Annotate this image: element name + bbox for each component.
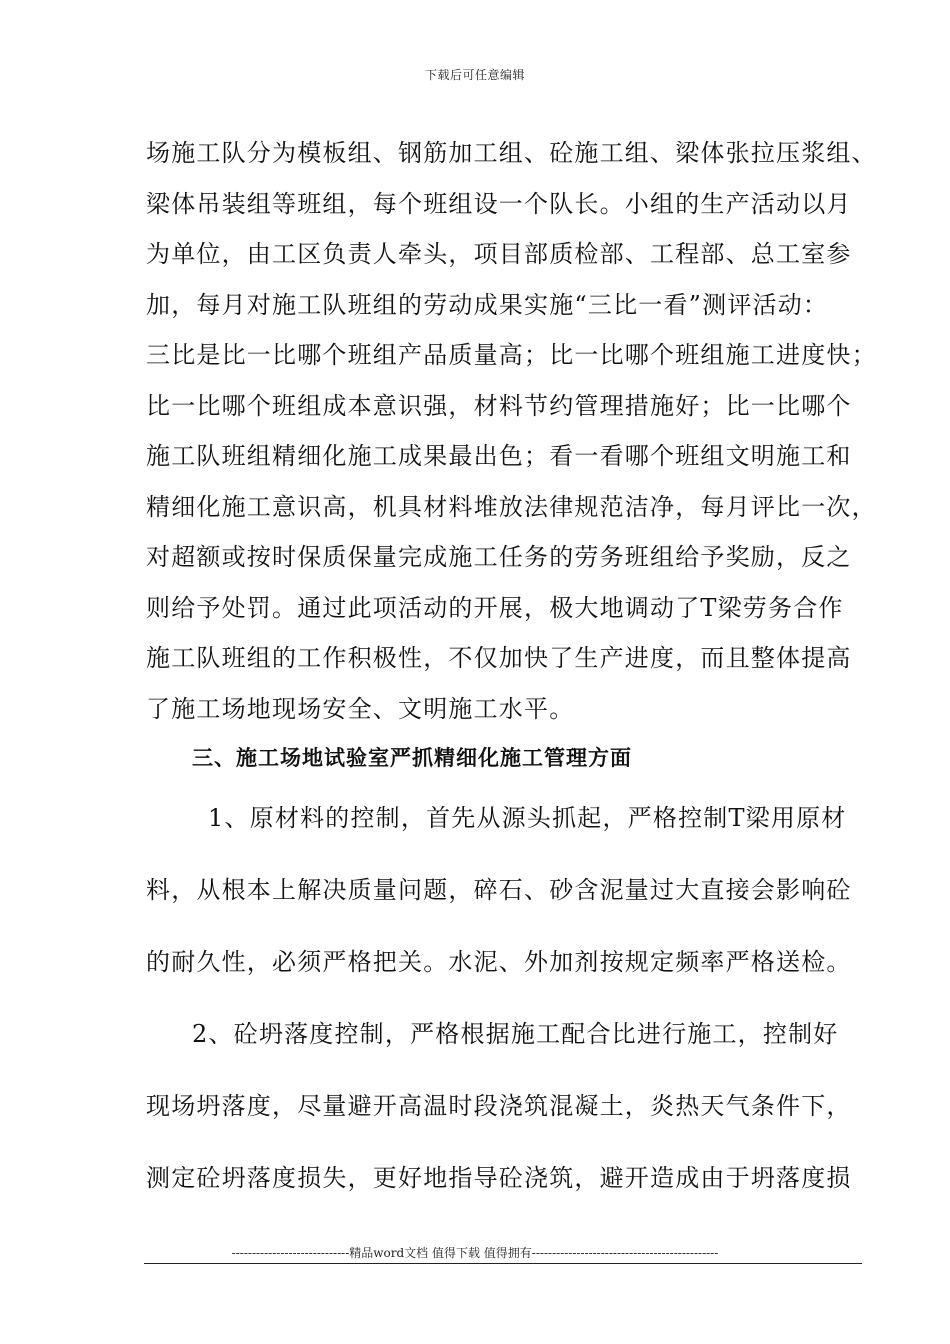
paragraph-line: 施工队班组精细化施工成果最出色；看一看哪个班组文明施工和 (146, 442, 852, 470)
page-footer: -----------------------------精品word文档 值得下载 值得拥有---------------------------------------------- (231, 1246, 719, 1260)
paragraph-line: 加，每月对施工队班组的劳动成果实施“三比一看”测评活动： (146, 290, 829, 319)
paragraph-line: 对超额或按时保质保量完成施工任务的劳务班组给予奖励，反之 (146, 543, 852, 571)
paragraph-line: 则给予处罚。通过此项活动的开展，极大地调动了T梁劳务合作 (146, 593, 844, 622)
item-1-line: 1、原材料的控制，首先从源头抓起，严格控制T梁用原材 (208, 804, 847, 832)
paragraph-line: 了施工场地现场安全、文明施工水平。 (146, 694, 575, 723)
item-1-line: 料，从根本上解决质量问题，碎石、砂含泥量过大直接会影响砼 (146, 876, 852, 904)
page-header: 下载后可任意编辑 (424, 68, 525, 82)
item-2-line: 现场坍落度，尽量避开高温时段浇筑混凝土，炎热天气条件下， (146, 1092, 852, 1120)
paragraph-line: 施工队班组的工作积极性，不仅加快了生产进度，而且整体提高 (146, 644, 852, 672)
paragraph-line: 精细化施工意识高，机具材料堆放法律规范洁净，每月评比一次， (146, 492, 877, 521)
item-2-line: 2、砼坍落度控制，严格根据施工配合比进行施工，控制好 (192, 1020, 839, 1048)
section-heading: 三、施工场地试验室严抓精细化施工管理方面 (192, 746, 632, 770)
document-body (146, 128, 877, 1214)
paragraph-line: 梁体吊装组等班组，每个班组设一个队长。小组的生产活动以月 (146, 189, 852, 218)
paragraph-line: 比一比哪个班组成本意识强，材料节约管理措施好；比一比哪个 (146, 391, 852, 420)
item-1-line: 的耐久性，必须严格把关。水泥、外加剂按规定频率严格送检。 (146, 948, 852, 976)
footer-divider (144, 1263, 862, 1264)
paragraph-line: 场施工队分为模板组、钢筋加工组、砼施工组、梁体张拉压浆组、 (146, 139, 877, 167)
paragraph-line: 三比是比一比哪个班组产品质量高；比一比哪个班组施工进度快； (146, 341, 877, 369)
item-2-line: 测定砼坍落度损失，更好地指导砼浇筑，避开造成由于坍落度损 (146, 1164, 852, 1192)
paragraph-line: 为单位，由工区负责人牵头，项目部质检部、工程部、总工室参 (146, 240, 852, 268)
